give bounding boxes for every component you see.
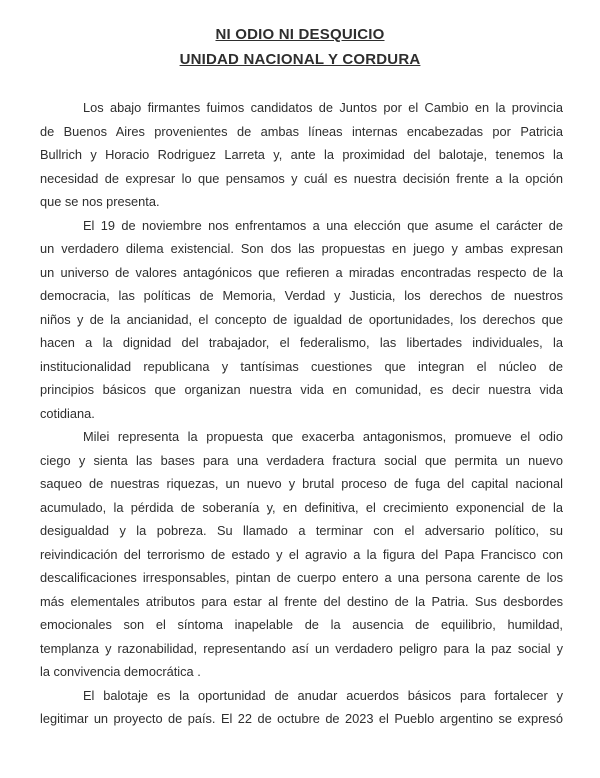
paragraph-3 <box>40 425 563 684</box>
document-title-line-2: UNIDAD NACIONAL Y CORDURA <box>179 51 421 68</box>
text-line: descalificaciones irresponsables, pintan de cuerpo entero a una persona carente de los <box>40 570 563 585</box>
text-line: hacen a la dignidad del trabajador, el federalismo, las libertades individuales, la <box>40 335 563 350</box>
text-line: que se nos presenta. <box>40 194 160 209</box>
text-line: saqueo de nuestras riquezas, un nuevo y brutal proceso de fuga del capital nacional <box>40 476 563 491</box>
text-line: Milei representa la propuesta que exacerba antagonismos, promueve el odio <box>83 429 563 444</box>
text-line: cotidiana. <box>40 405 95 421</box>
text-line: El 19 de noviembre nos enfrentamos a una elección que asume el carácter de <box>83 217 563 233</box>
text-line: reivindicación del terrorismo de estado y el agravio a la figura del Papa Francisco con <box>40 546 563 562</box>
text-line: El balotaje es la oportunidad de anudar acuerdos básicos para fortalecer y <box>83 687 563 703</box>
paragraph-2 <box>40 214 563 426</box>
text-line: legitimar un proyecto de país. El 22 de octubre de 2023 el Pueblo argentino se expresó <box>40 711 563 726</box>
text-line: niños y de la ancianidad, el concepto de igualdad de oportunidades, los derechos que <box>40 311 563 327</box>
document-title-line-1: NI ODIO NI DESQUICIO <box>215 26 385 43</box>
text-line: ciego y sienta las bases para una verdadera fractura social que permita un nuevo <box>40 452 563 468</box>
document-body <box>40 96 563 731</box>
text-line: emocionales son el síntoma inapelable de la ausencia de equilibrio, humildad, <box>40 617 563 632</box>
text-line: necesidad de expresar lo que pensamos y cuál es nuestra decisión frente a la opción <box>40 170 563 186</box>
text-line: un verdadero dilema existencial. Son dos las propuestas en juego y ambas expresan <box>40 241 563 256</box>
text-line: principios básicos que organizan nuestra vida en comunidad, es decir nuestra vida <box>40 382 563 397</box>
paragraph-1 <box>40 96 563 214</box>
text-line: desigualdad y la pobreza. Su llamado a terminar con el adversario político, su <box>40 523 563 538</box>
text-line: más elementales atributos para estar al frente del destino de la Patria. Sus desbordes <box>40 593 563 609</box>
paragraph-4 <box>40 684 563 731</box>
text-line: Bullrich y Horacio Rodriguez Larreta y, ante la proximidad del balotaje, tenemos la <box>40 147 563 162</box>
text-line: Los abajo firmantes fuimos candidatos de Juntos por el Cambio en la provincia <box>83 100 563 115</box>
text-line: la convivencia democrática . <box>40 664 201 679</box>
document-title-block <box>0 0 600 72</box>
text-line: un universo de valores antagónicos que refieren a miradas encontradas respecto de la <box>40 264 563 280</box>
text-line: templanza y razonabilidad, representando así un verdadero peligro para la paz social y <box>40 640 563 656</box>
text-line: acumulado, la pérdida de soberanía y, en definitiva, el crecimiento exponencial de la <box>40 499 563 515</box>
text-line: institucionalidad republicana y tantísimas cuestiones que integran el núcleo de <box>40 358 563 374</box>
text-line: de Buenos Aires provenientes de ambas líneas internas encabezadas por Patricia <box>40 123 563 139</box>
text-line: democracia, las políticas de Memoria, Verdad y Justicia, los derechos de nuestros <box>40 288 563 303</box>
